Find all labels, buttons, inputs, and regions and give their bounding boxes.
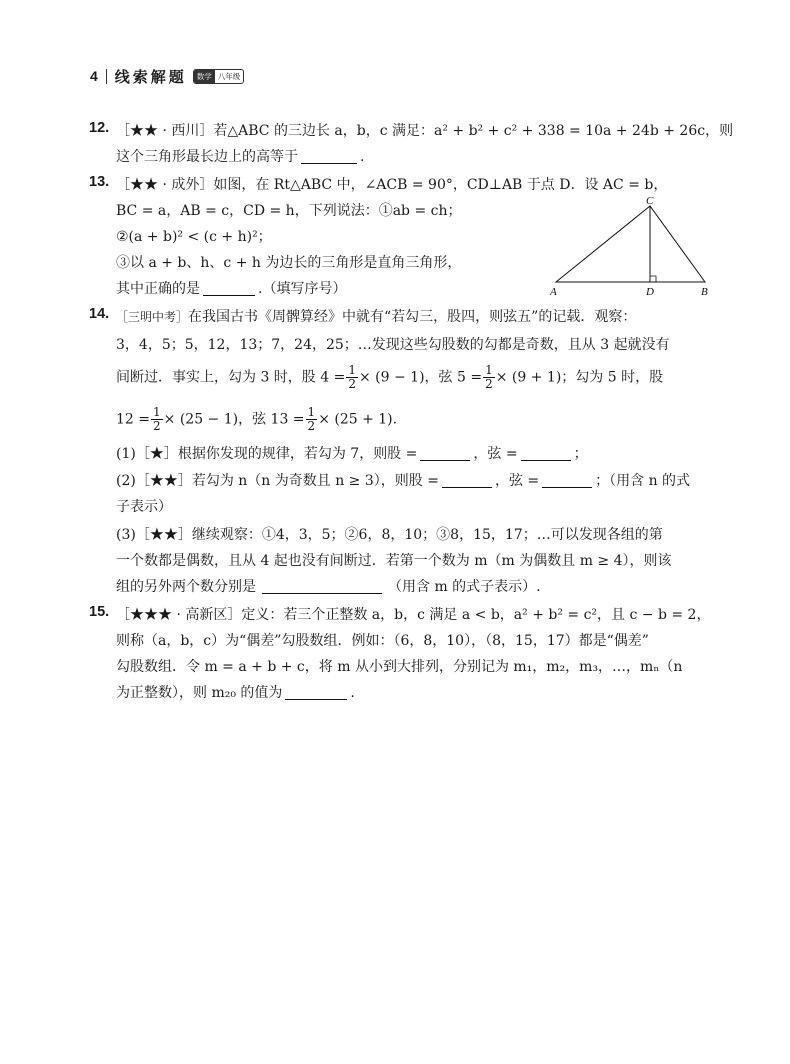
fraction-half xyxy=(151,406,163,433)
answer-blank[interactable] xyxy=(285,685,347,700)
question-text: ，弦 = xyxy=(473,446,518,462)
question-text: （用含 m 的式子表示）. xyxy=(388,579,541,595)
question-line xyxy=(116,306,636,326)
fraction-half xyxy=(483,364,495,391)
badge-subject: 数学 xyxy=(194,70,215,83)
question-text: 如图，在 Rt△ABC 中，∠ACB = 90°，CD⊥AB 于点 D．设 AC = b， xyxy=(213,177,668,193)
answer-blank[interactable] xyxy=(442,473,492,488)
page-header xyxy=(90,64,244,88)
sub-question-3: (3)［★★］继续观察：①4，3，5；②6，8，10；③8，15，17；…可以发现各组的第 xyxy=(116,527,663,543)
header-divider xyxy=(106,69,107,84)
question-text: × (9 + 1)；勾为 5 时，股 xyxy=(495,369,664,386)
label-b: B xyxy=(701,286,708,298)
question-line xyxy=(116,406,397,433)
question-text: (2)［★★］若勾为 n（n 为奇数且 n ≥ 3），则股 = xyxy=(116,473,439,489)
fraction-numerator: 1 xyxy=(348,363,356,377)
question-line xyxy=(116,174,667,194)
fraction-denominator: 2 xyxy=(485,377,493,391)
fraction-numerator: 1 xyxy=(153,405,161,419)
fraction-denominator: 2 xyxy=(307,419,316,433)
question-text: .（填写序号） xyxy=(258,281,347,297)
question-line xyxy=(116,146,364,166)
question-line: BC = a，AB = c，CD = h，下列说法：①ab = ch； xyxy=(116,203,462,219)
question-text: ；（用含 n 的式 xyxy=(595,473,691,489)
subject-badge xyxy=(193,69,245,84)
sub-question-2 xyxy=(116,470,690,490)
question-line: 则称（a，b，c）为“偶差”勾股数组．例如：（6，8，10），（8，15，17）都是“偶差” xyxy=(116,633,649,649)
fraction-denominator: 2 xyxy=(348,377,356,391)
question-line xyxy=(116,120,733,140)
book-title: 线索解题 xyxy=(114,67,187,86)
source-tag: ［三明中考］ xyxy=(116,310,189,324)
answer-blank[interactable] xyxy=(203,281,255,296)
question-text: 为正整数），则 m₂₀ 的值为 xyxy=(116,685,283,701)
question-text: 这个三角形最长边上的高等于 xyxy=(116,149,298,165)
question-text: 其中正确的是 xyxy=(116,281,200,297)
question-line xyxy=(116,576,541,596)
question-text: 间断过．事实上，勾为 3 时，股 4 = xyxy=(116,369,346,386)
question-line: ②(a + b)² < (c + h)²； xyxy=(116,229,272,245)
question-text: × (25 − 1)，弦 13 = xyxy=(163,411,305,428)
fraction-numerator: 1 xyxy=(485,363,493,377)
question-text: 在我国古书《周髀算经》中就有“若勾三，股四，则弦五”的记载．观察： xyxy=(188,309,637,325)
source-tag: ［★★ · 西川］ xyxy=(116,123,214,139)
question-line: 3，4，5；5，12，13；7，24，25；…发现这些勾股数的勾都是奇数，且从 3 起就没有 xyxy=(116,337,670,353)
question-text: 12 = xyxy=(116,411,150,428)
question-line: 子表示） xyxy=(116,499,172,515)
label-d: D xyxy=(646,286,654,298)
fraction-half xyxy=(346,364,358,391)
question-text: . xyxy=(360,149,365,165)
question-text: 定义：若三个正整数 a，b，c 满足 a < b，a² + b² = c²，且 c − b = 2， xyxy=(241,607,711,623)
sub-question-1 xyxy=(116,443,588,463)
badge-grade: 八年级 xyxy=(217,71,241,81)
answer-blank[interactable] xyxy=(521,446,571,461)
question-text: 组的另外两个数分别是 xyxy=(116,579,256,595)
question-line: ③以 a + b、h、c + h 为边长的三角形是直角三角形， xyxy=(116,255,462,271)
fraction-numerator: 1 xyxy=(307,405,316,419)
source-tag: ［★★★ · 高新区］ xyxy=(116,607,242,623)
triangle-abc xyxy=(556,206,705,282)
question-line xyxy=(116,278,346,298)
question-text: (1)［★］根据你发现的规律，若勾为 7，则股 = xyxy=(116,446,418,462)
label-a: A xyxy=(550,286,557,298)
question-text: . xyxy=(350,685,355,701)
question-line xyxy=(116,682,355,702)
question-text: ，弦 = xyxy=(494,473,540,489)
source-tag: ［★★ · 成外］ xyxy=(116,177,214,193)
question-line: 一个数都是偶数，且从 4 起也没有间断过．若第一个数为 m（m 为偶数且 m ≥ 4），则该 xyxy=(116,553,672,569)
answer-blank[interactable] xyxy=(301,149,357,164)
question-line xyxy=(116,604,710,624)
question-number: 13. xyxy=(89,174,110,190)
fraction-denominator: 2 xyxy=(153,419,161,433)
question-text: × (25 + 1). xyxy=(318,411,398,428)
label-c: C xyxy=(646,196,654,207)
question-number: 12. xyxy=(89,120,110,136)
fraction-half xyxy=(306,406,318,433)
answer-blank[interactable] xyxy=(262,579,382,594)
answer-blank[interactable] xyxy=(542,473,592,488)
question-text: 若△ABC 的三边长 a，b，c 满足：a² + b² + c² + 338 = 10a + 24b + 26c，则 xyxy=(213,123,734,139)
triangle-figure xyxy=(540,196,720,300)
question-text: ； xyxy=(573,446,588,462)
question-text: × (9 − 1)，弦 5 = xyxy=(359,369,483,386)
answer-blank[interactable] xyxy=(420,446,470,461)
page-number: 4 xyxy=(90,68,98,84)
right-angle-mark xyxy=(650,276,656,282)
question-line: 勾股数组．令 m = a + b + c，将 m 从小到大排列，分别记为 m₁，m₂，m₃，…，mₙ（n xyxy=(116,659,683,675)
question-number: 14. xyxy=(89,306,110,322)
question-line xyxy=(116,364,663,391)
question-number: 15. xyxy=(89,604,110,620)
